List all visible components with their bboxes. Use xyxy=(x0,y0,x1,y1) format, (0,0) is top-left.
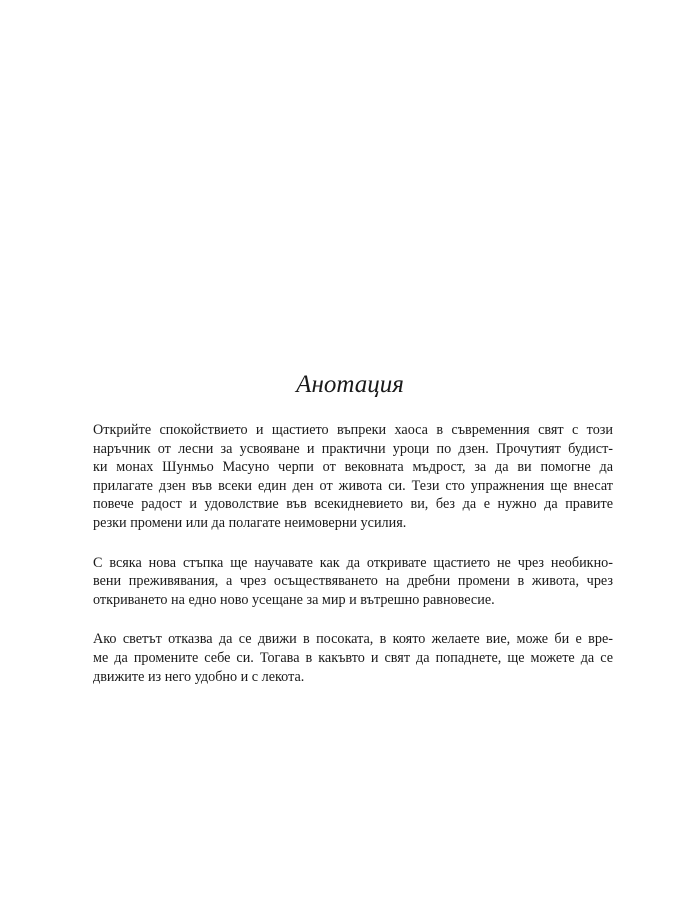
text-line: резки промени или да полагате неимоверни усилия. xyxy=(93,514,407,531)
text-line: вени преживявания, а чрез осъществяването на дребни промени в живота, чрез xyxy=(93,573,613,590)
text-line: движите из него удобно и с лекота. xyxy=(93,668,305,685)
paragraph-1 xyxy=(93,421,613,533)
text-line: ме да промените себе си. Тогава в какъвто и свят да попаднете, ще можете да се xyxy=(93,649,613,666)
page-title: Анотация xyxy=(296,371,404,398)
text-line: повече радост и удоволствие във всекидневието ви, без да е нужно да правите xyxy=(93,496,613,513)
text-line: С всяка нова стъпка ще научавате как да откривате щастието не чрез необикно- xyxy=(93,554,613,571)
text-line: Открийте спокойствието и щастието въпреки хаоса в съвременния свят с този xyxy=(93,422,613,438)
text-line: прилагате дзен във всеки един ден от живота си. Тези сто упражнения ще внесат xyxy=(93,477,613,494)
text-line: Ако светът отказва да се движи в посоката, в която желаете вие, може би е вре- xyxy=(93,631,613,648)
text-line: ки монах Шунмьо Масуно черпи от вековната мъдрост, за да ви помогне да xyxy=(93,459,613,476)
paragraph-2 xyxy=(93,554,613,610)
annotation-body xyxy=(93,421,613,707)
text-line: откриването на едно ново усещане за мир и вътрешно равновесие. xyxy=(93,591,495,608)
text-line: наръчник от лесни за усвояване и практични уроци по дзен. Прочутият будист- xyxy=(93,440,613,457)
paragraph-3 xyxy=(93,630,613,686)
